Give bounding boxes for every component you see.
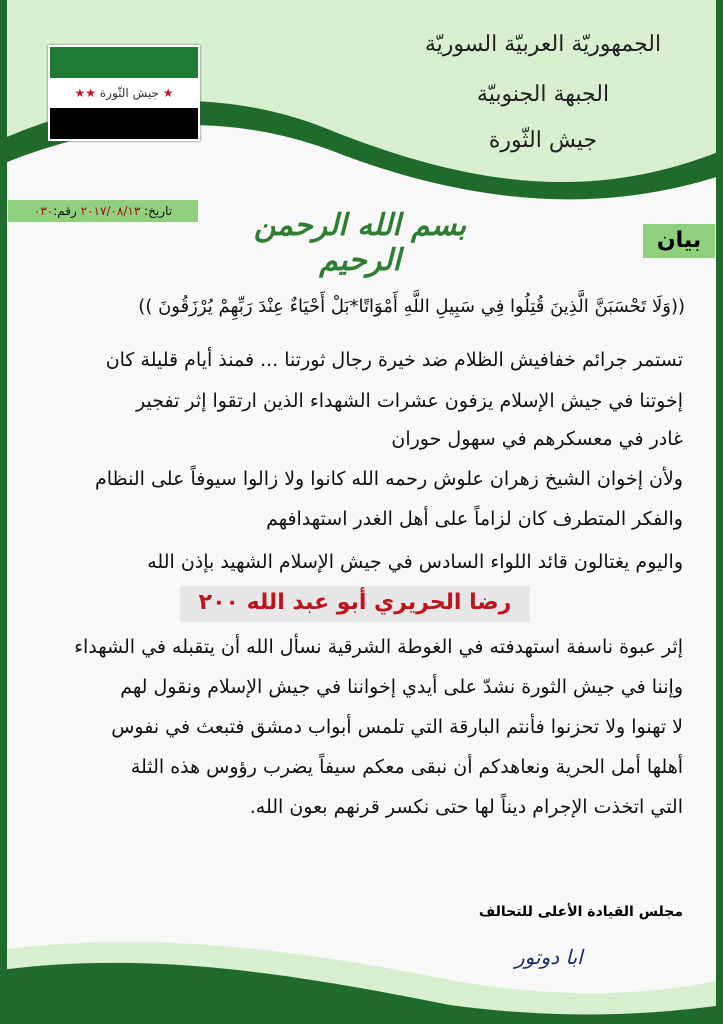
quran-quote: ((وَلَا تَحْسَبَنَّ الَّذِينَ قُتِلُوا فِي سَبِيلِ اللَّهِ أَمْوَاتًا*بَلْ أَحْيَاءٌ عِنْدَ رَبِّهِمْ يُرْزَقُونَ )) xyxy=(138,296,685,317)
body-line: التي اتخذت الإجرام ديناً لها حتى نكسر قرنهم بعون الله. xyxy=(249,796,683,818)
body-line: تستمر جرائم خفافيش الظلام ضد خيرة رجال ثورتنا ... فمنذ أيام قليلة كان xyxy=(105,349,683,371)
frame-left xyxy=(0,0,7,1024)
body-line: واليوم يغتالون قائد اللواء السادس في جيش الإسلام الشهيد بإذن الله xyxy=(147,551,683,573)
body-line: غادر في معسكرهم في سهول حوران xyxy=(391,428,683,450)
body-line: أهلها أمل الحرية ونعاهدكم أن نبقى معكم سيفاً يضرب رؤوس هذه الثلة xyxy=(130,756,683,778)
footer-wave-background xyxy=(0,920,723,1024)
date-line xyxy=(8,200,198,222)
body-line: إثر عبوة ناسفة استهدفته في الغوطة الشرقية نسأل الله أن يتقبله في الشهداء xyxy=(74,636,683,658)
statement-title: بيان xyxy=(643,224,715,258)
body-line: وإننا في جيش الثورة نشدّ على أيدي إخواننا في جيش الإسلام ونقول لهم xyxy=(120,676,683,698)
frame-right xyxy=(716,0,723,1024)
header-front: الجبهة الجنوبيّة xyxy=(476,82,610,107)
header-country: الجمهوريّة العربيّة السوريّة xyxy=(424,32,662,57)
header-army: جيش الثّورة xyxy=(488,128,598,153)
number-value: ٠٣٠ xyxy=(33,204,54,218)
body-line: ولأن إخوان الشيخ زهران علوش رحمه الله كانوا ولا زالوا سيوفاً على النظام xyxy=(94,468,683,490)
basmala-calligraphy: بسم الله الرحمن الرحيم xyxy=(253,208,467,278)
martyr-name: رضا الحريري أبو عبد الله ٢٠٠ xyxy=(198,590,512,615)
signature-org: مجلس القيادة الأعلى للتحالف xyxy=(478,904,683,920)
date-label: تاريخ: xyxy=(144,204,173,218)
number-label: رقم: xyxy=(53,204,77,218)
syrian-revolution-flag: ★ جيش الثّورة ★★ xyxy=(48,45,200,141)
body-line: والفكر المتطرف كان لزاماً على أهل الغدر استهدافهم xyxy=(266,508,683,530)
date-value: ٢٠١٧/٠٨/١٣ xyxy=(80,204,141,218)
flag-text: جيش الثّورة xyxy=(99,85,159,100)
body-line: إخوتنا في جيش الإسلام يزفون عشرات الشهداء الذين ارتقوا إثر تفجير xyxy=(136,390,683,412)
handwritten-signature: ابا دوتور xyxy=(515,945,583,969)
body-line: لا تهنوا ولا تحزنوا فأنتم البارقة التي تلمس أبواب دمشق فتبعث في نفوس xyxy=(111,716,683,738)
